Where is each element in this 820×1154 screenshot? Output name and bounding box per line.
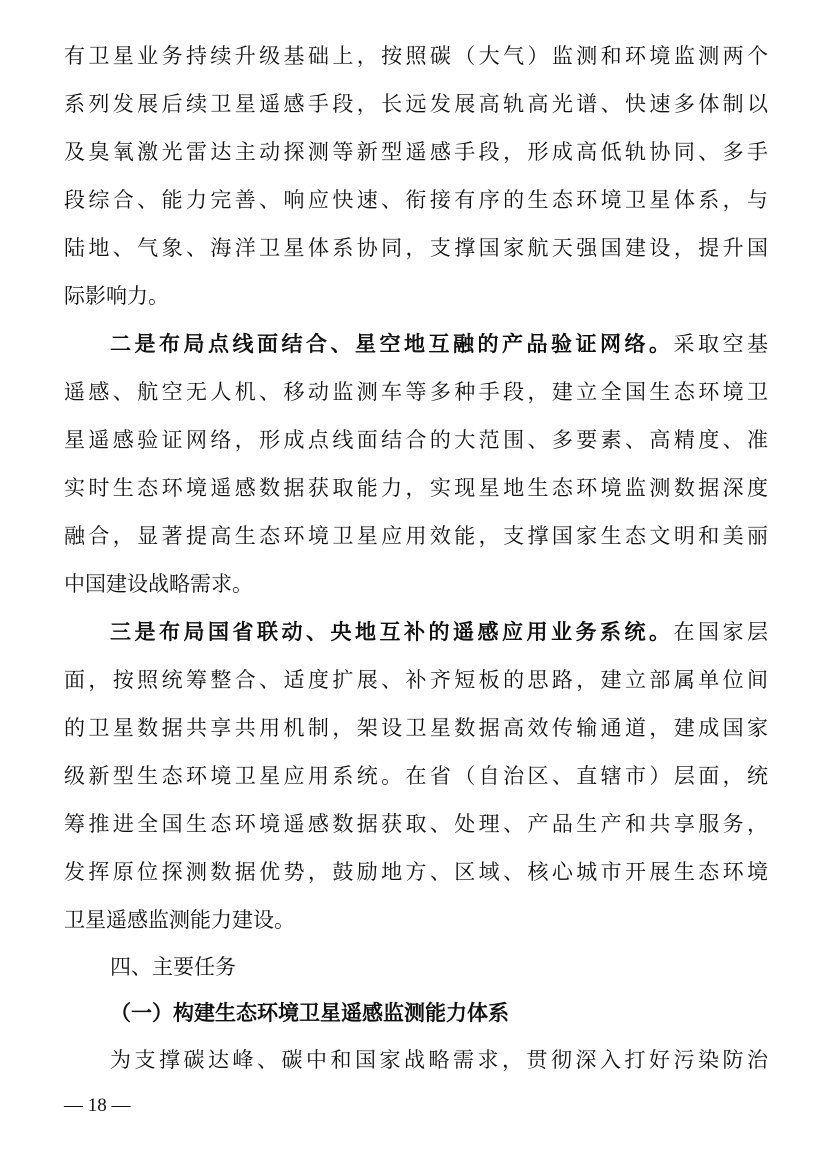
section-heading: 四、主要任务	[110, 955, 236, 979]
text-line: 段综合、能力完善、响应快速、衔接有序的生态环境卫星体系，与	[64, 188, 768, 212]
text-line: 中国建设战略需求。	[64, 572, 253, 596]
text-line: 级新型生态环境卫星应用系统。在省（自治区、直辖市）层面，统	[64, 764, 768, 788]
paragraph-first-line	[110, 329, 768, 359]
text-line: 筹推进全国生态环境遥感数据获取、处理、产品生产和共享服务，	[64, 812, 768, 836]
text-line: 星遥感验证网络，形成点线面结合的大范围、多要素、高精度、准	[64, 428, 768, 452]
text-line: 实时生态环境遥感数据获取能力，实现星地生态环境监测数据深度	[64, 476, 768, 500]
page-number: — 18 —	[64, 1095, 131, 1116]
text-line: 系列发展后续卫星遥感手段，长远发展高轨高光谱、快速多体制以	[64, 92, 768, 116]
text-line: 卫星遥感监测能力建设。	[64, 908, 295, 932]
paragraph-first-line	[110, 617, 768, 647]
text-line: 发挥原位探测数据优势，鼓励地方、区域、核心城市开展生态环境	[64, 860, 768, 884]
text-line: 际影响力。	[64, 284, 169, 308]
text-line: 遥感、航空无人机、移动监测车等多种手段，建立全国生态环境卫	[64, 380, 768, 404]
paragraph-lead: 二是布局点线面结合、星空地互融的产品验证网络。	[110, 332, 674, 356]
paragraph-lead-rest: 在国家层	[673, 620, 768, 644]
text-line: 有卫星业务持续升级基础上，按照碳（大气）监测和环境监测两个	[64, 44, 768, 68]
paragraph-lead-rest: 采取空基	[673, 332, 768, 356]
text-line: 陆地、气象、海洋卫星体系协同，支撑国家航天强国建设，提升国	[64, 236, 768, 260]
subsection-heading: （一）构建生态环境卫星遥感监测能力体系	[110, 1001, 509, 1025]
text-line: 及臭氧激光雷达主动探测等新型遥感手段，形成高低轨协同、多手	[64, 140, 768, 164]
paragraph-lead: 三是布局国省联动、央地互补的遥感应用业务系统。	[110, 620, 674, 644]
text-line: 面，按照统筹整合、适度扩展、补齐短板的思路，建立部属单位间	[64, 668, 768, 692]
text-line: 融合，显著提高生态环境卫星应用效能，支撑国家生态文明和美丽	[64, 524, 768, 548]
text-line: 为支撑碳达峰、碳中和国家战略需求，贯彻深入打好污染防治	[110, 1048, 768, 1072]
text-line: 的卫星数据共享共用机制，架设卫星数据高效传输通道，建成国家	[64, 716, 768, 740]
